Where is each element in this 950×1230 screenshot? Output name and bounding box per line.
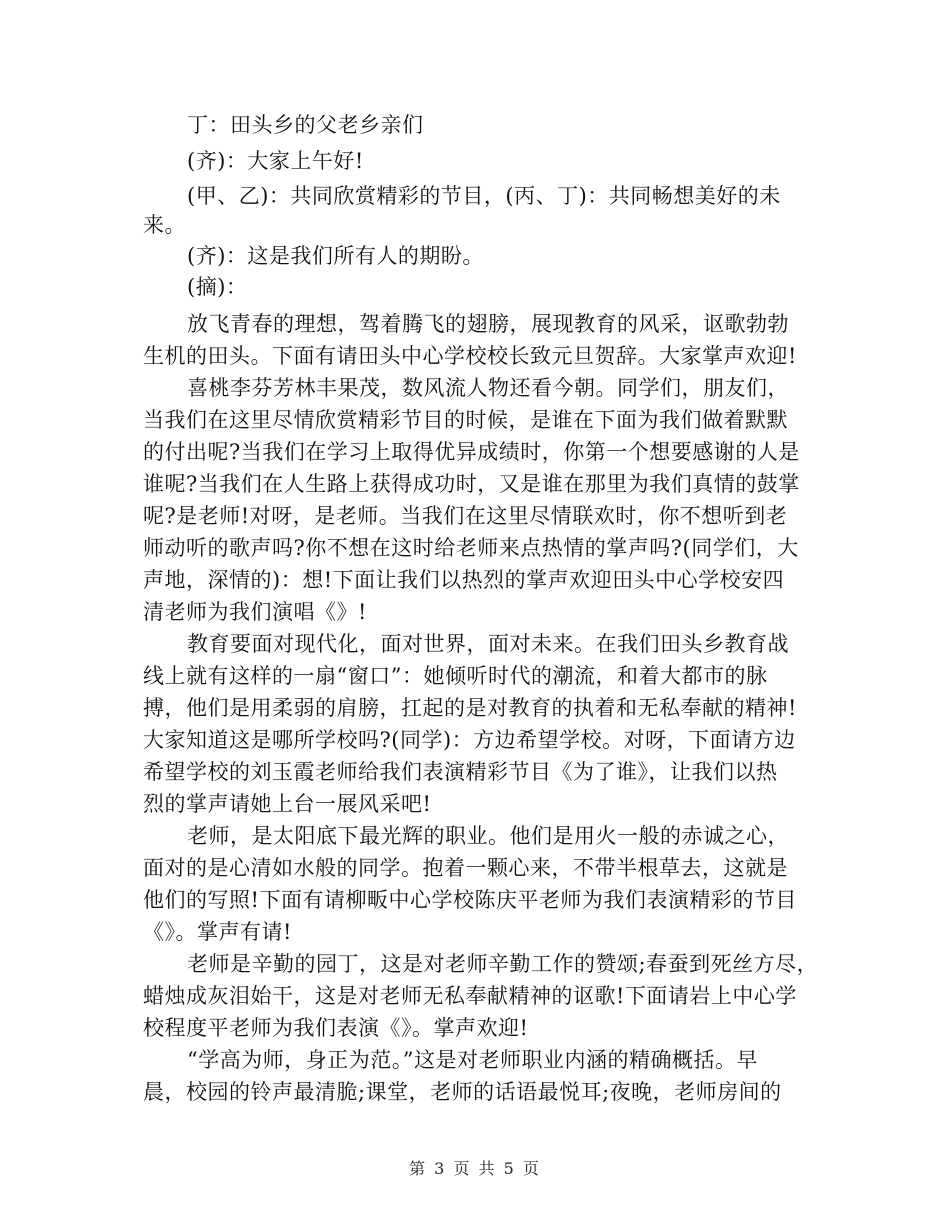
text-line: 当我们在这里尽情欣赏精彩节目的时候，是谁在下面为我们做着默默 — [143, 408, 788, 432]
text-line: (摘)： — [187, 275, 248, 299]
text-line: 蜡烛成灰泪始干，这是对老师无私奉献精神的讴歌!下面请岩上中心学 — [143, 984, 797, 1008]
text-line: 线上就有这样的一扇“窗口”：她倾听时代的潮流，和着大都市的脉 — [143, 664, 768, 688]
text-line: 晨，校园的铃声最清脆;课堂，老师的话语最悦耳;夜晚，老师房间的 — [143, 1080, 782, 1104]
text-line: 呢?是老师!对呀，是老师。当我们在这里尽情联欢时，你不想听到老 — [143, 504, 788, 528]
text-line: 教育要面对现代化，面对世界，面对未来。在我们田头乡教育战 — [187, 632, 789, 656]
text-line: 希望学校的刘玉霞老师给我们表演精彩节目《为了谁》，让我们以热 — [143, 760, 778, 784]
text-line: 来。 — [143, 213, 186, 237]
text-line: 生机的田头。下面有请田头中心学校校长致元旦贺辞。大家掌声欢迎! — [143, 344, 797, 368]
text-line: 烈的掌声请她上台一展风采吧! — [143, 792, 432, 816]
text-line: 校程度平老师为我们表演《》。掌声欢迎! — [143, 1016, 529, 1040]
text-line: (齐)：大家上午好! — [187, 149, 364, 173]
text-line: 丁：田头乡的父老乡亲们 — [187, 113, 424, 137]
text-line: 老师是辛勤的园丁，这是对老师辛勤工作的赞颂;春蚕到死丝方尽， — [187, 952, 819, 976]
text-line: 清老师为我们演唱《》! — [143, 600, 367, 624]
text-line: “学高为师，身正为范。”这是对老师职业内涵的精确概括。早 — [187, 1048, 758, 1072]
text-line: 大家知道这是哪所学校吗?(同学)：方边希望学校。对呀，下面请方边 — [143, 728, 796, 752]
text-line: 他们的写照!下面有请柳畈中心学校陈庆平老师为我们表演精彩的节目 — [143, 888, 797, 912]
text-line: 谁呢?当我们在人生路上获得成功时，又是谁在那里为我们真情的鼓掌 — [143, 472, 800, 496]
text-line: (齐)：这是我们所有人的期盼。 — [187, 244, 484, 268]
text-line: 喜桃李芬芳林丰果茂，数风流人物还看今朝。同学们，朋友们， — [187, 376, 789, 400]
text-line: 搏，他们是用柔弱的肩膀，扛起的是对教育的执着和无私奉献的精神! — [143, 696, 797, 720]
text-line: (甲、乙)：共同欣赏精彩的节目，(丙、丁)：共同畅想美好的未 — [187, 184, 781, 208]
text-line: 的付出呢?当我们在学习上取得优异成绩时，你第一个想要感谢的人是 — [143, 440, 800, 464]
page-footer: 第 3 页 共 5 页 — [409, 1159, 541, 1178]
text-line: 师动听的歌声吗?你不想在这时给老师来点热情的掌声吗?(同学们，大 — [143, 536, 799, 560]
text-line: 《》。掌声有请! — [143, 920, 292, 944]
text-line: 老师，是太阳底下最光辉的职业。他们是用火一般的赤诚之心， — [187, 824, 789, 848]
text-line: 声地，深情的)：想!下面让我们以热烈的掌声欢迎田头中心学校安四 — [143, 568, 785, 592]
text-line: 面对的是心清如水般的同学。抱着一颗心来，不带半根草去，这就是 — [143, 856, 788, 880]
text-line: 放飞青春的理想，驾着腾飞的翅膀，展现教育的风采，讴歌勃勃 — [187, 312, 789, 336]
